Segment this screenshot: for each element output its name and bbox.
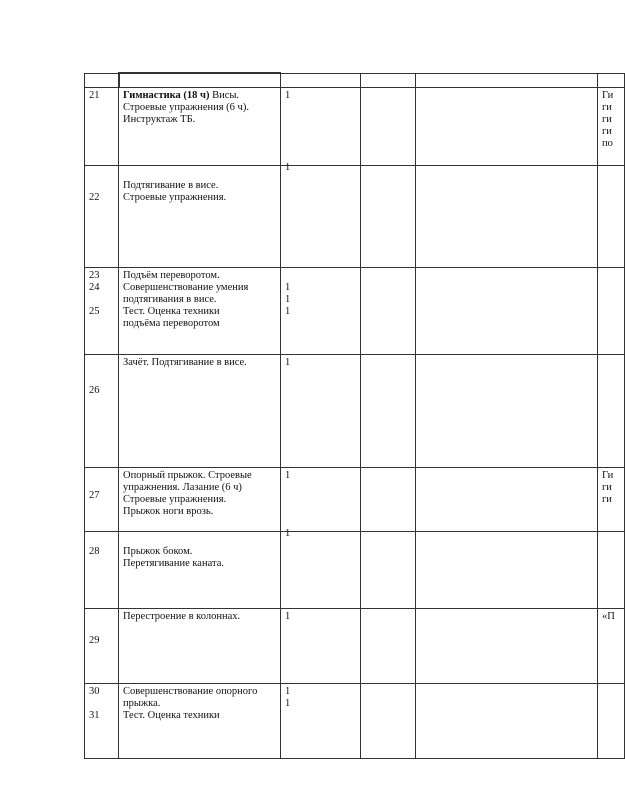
lesson-topic-cell: [119, 684, 281, 759]
topic-line: подтягивания в висе.: [123, 294, 217, 305]
hours-value: 1: [285, 528, 291, 539]
topic-line: Перетягивание каната.: [123, 558, 224, 569]
topic-text: [123, 270, 276, 330]
topic-line: Строевые упражнения.: [123, 494, 227, 505]
hours-cell: [281, 468, 361, 532]
table-row: [85, 532, 625, 609]
header-cell: [85, 73, 119, 88]
lesson-number-cell: [85, 532, 119, 609]
lesson-number: 29: [89, 635, 100, 646]
lesson-number: 23: [89, 270, 100, 281]
table-row: [85, 355, 625, 468]
empty-cell: [361, 166, 416, 268]
truncated-cell: [598, 468, 625, 532]
empty-cell: [416, 609, 598, 684]
empty-cell: [416, 88, 598, 166]
lesson-topic-cell: [119, 268, 281, 355]
truncated-text: ги: [602, 126, 612, 137]
empty-cell: [416, 684, 598, 759]
lesson-number-cell: [85, 166, 119, 268]
header-cell: [361, 73, 416, 88]
hours-value: 1: [285, 357, 291, 368]
lesson-number: 28: [89, 546, 100, 557]
topic-line: Зачёт. Подтягивание в висе.: [123, 357, 247, 368]
hours-cell: [281, 268, 361, 355]
table-row: [85, 88, 625, 166]
hours-value: 1: [285, 698, 291, 709]
topic-line: Строевые упражнения.: [123, 192, 227, 203]
topic-line: подъёма переворотом: [123, 318, 220, 329]
topic-line: Совершенствование опорного: [123, 686, 258, 697]
lesson-number: 26: [89, 385, 100, 396]
hours-value: 1: [285, 611, 291, 622]
header-row: [85, 73, 625, 88]
topic-line: Совершенствование умения: [123, 282, 249, 293]
truncated-cell: [598, 532, 625, 609]
empty-cell: [416, 166, 598, 268]
empty-cell: [361, 355, 416, 468]
topic-text: [123, 611, 276, 623]
topic-line: Инструктаж ТБ.: [123, 114, 196, 125]
table-row: [85, 609, 625, 684]
topic-line: прыжка.: [123, 698, 161, 709]
truncated-text: ги: [602, 114, 612, 125]
topic-text: [123, 90, 276, 126]
lesson-number: 31: [89, 710, 100, 721]
topic-first-line: [123, 90, 276, 102]
empty-cell: [361, 532, 416, 609]
lesson-topic-cell: [119, 355, 281, 468]
hours-cell: [281, 528, 361, 609]
header-cell: [281, 73, 361, 88]
topic-line: Прыжок ноги врозь.: [123, 506, 214, 517]
hours-value: 1: [285, 470, 291, 481]
hours-cell: [281, 162, 361, 268]
truncated-text: «П: [602, 611, 615, 622]
lesson-number: 30: [89, 686, 100, 697]
topic-line: Тест. Оценка техники: [123, 306, 220, 317]
truncated-cell: [598, 609, 625, 684]
topic-line: Подтягивание в висе.: [123, 180, 219, 191]
lesson-topic-cell: [119, 166, 281, 268]
truncated-text: по: [602, 138, 613, 149]
hours-value: 1: [285, 294, 291, 305]
hours-cell: [281, 88, 361, 166]
topic-text: [123, 180, 276, 204]
truncated-cell: [598, 355, 625, 468]
empty-cell: [416, 532, 598, 609]
lesson-number-cell: [85, 609, 119, 684]
lesson-number-cell: [85, 355, 119, 468]
topic-line: Перестроение в колоннах.: [123, 611, 241, 622]
lesson-number: 21: [89, 90, 100, 101]
empty-cell: [416, 268, 598, 355]
topic-text: [123, 686, 276, 722]
lesson-number: 27: [89, 490, 100, 501]
hours-cell: [281, 355, 361, 468]
table-row: [85, 684, 625, 759]
lesson-topic-cell: [119, 468, 281, 532]
empty-cell: [361, 609, 416, 684]
header-cell: [598, 73, 625, 88]
truncated-text: Ги: [602, 90, 614, 101]
hours-value: 1: [285, 686, 291, 697]
empty-cell: [361, 684, 416, 759]
topic-text: [123, 546, 276, 570]
topic-line: Строевые упражнения (6 ч).: [123, 102, 249, 113]
truncated-text: Ги: [602, 470, 614, 481]
lesson-number-cell: [85, 684, 119, 759]
truncated-cell: [598, 268, 625, 355]
lesson-number-cell: [85, 88, 119, 166]
topic-text: [123, 357, 276, 369]
truncated-text: ги: [602, 494, 612, 505]
topic-line: Висы.: [209, 90, 240, 101]
lesson-number-cell: [85, 468, 119, 532]
truncated-cell: [598, 684, 625, 759]
topic-line: Подъём переворотом.: [123, 270, 220, 281]
truncated-cell: [598, 166, 625, 268]
header-cell: [119, 73, 281, 88]
hours-cell: [281, 609, 361, 684]
empty-cell: [416, 355, 598, 468]
lesson-number: 25: [89, 306, 100, 317]
lesson-plan-table: [84, 72, 625, 759]
table-row: [85, 268, 625, 355]
truncated-text: ги: [602, 102, 612, 113]
topic-line: Прыжок боком.: [123, 546, 193, 557]
truncated-text: ги: [602, 482, 612, 493]
topic-line: Тест. Оценка техники: [123, 710, 220, 721]
truncated-cell: [598, 88, 625, 166]
topic-line: упражнения. Лазание (6 ч): [123, 482, 242, 493]
topic-line: Опорный прыжок. Строевые: [123, 470, 252, 481]
lesson-number: 22: [89, 192, 100, 203]
lesson-topic-cell: [119, 88, 281, 166]
empty-cell: [361, 468, 416, 532]
lesson-number: 24: [89, 282, 100, 293]
empty-cell: [361, 88, 416, 166]
hours-value: 1: [285, 162, 291, 173]
lesson-topic-cell: [119, 609, 281, 684]
hours-value: 1: [285, 90, 291, 101]
empty-cell: [361, 268, 416, 355]
lesson-topic-cell: [119, 532, 281, 609]
table-row: [85, 468, 625, 532]
hours-value: 1: [285, 306, 291, 317]
table-row: [85, 166, 625, 268]
topic-text: [123, 470, 276, 518]
lesson-number-cell: [85, 268, 119, 355]
hours-value: 1: [285, 282, 291, 293]
hours-cell: [281, 684, 361, 759]
empty-cell: [416, 468, 598, 532]
section-title: Гимнастика (18 ч): [123, 90, 210, 101]
header-cell: [416, 73, 598, 88]
